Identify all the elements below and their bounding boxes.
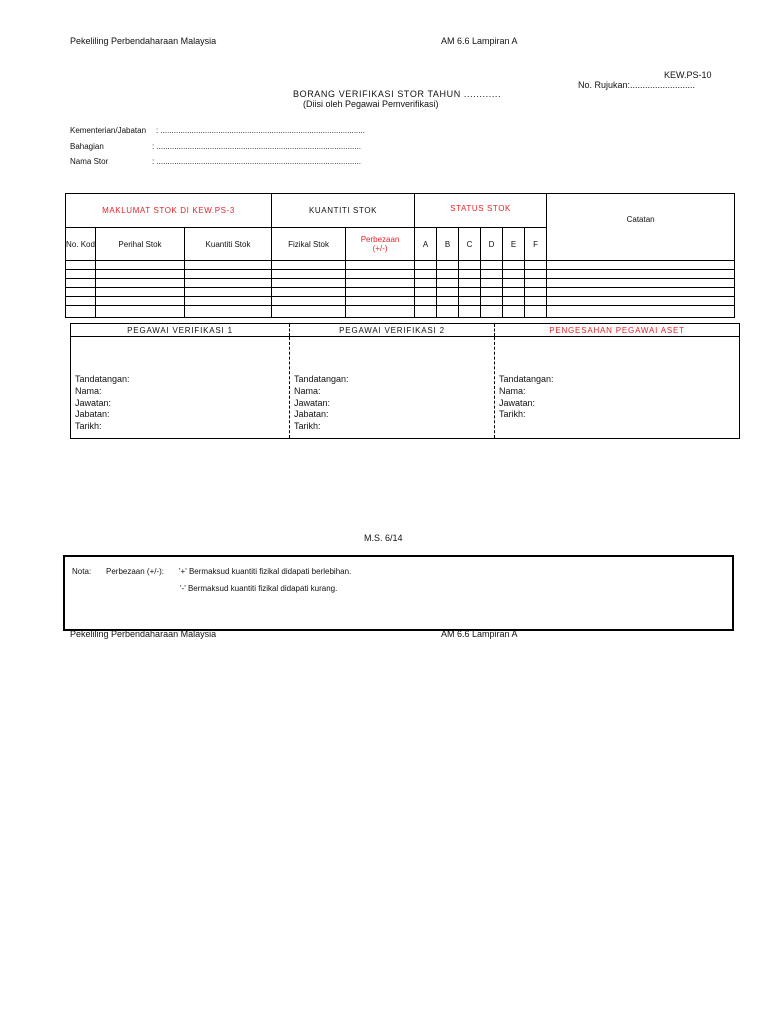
signature-label: Tandatangan: — [499, 374, 554, 384]
status-code-a: A — [415, 228, 437, 261]
officer-block-2[interactable] — [290, 337, 495, 439]
form-title: BORANG VERIFIKASI STOR TAHUN ............ — [293, 89, 502, 99]
table-row[interactable] — [66, 270, 735, 279]
department-label: Jabatan: — [294, 409, 329, 420]
table-row[interactable] — [66, 288, 735, 297]
nota-box — [63, 555, 734, 631]
status-code-b: B — [437, 228, 459, 261]
date-label: Tarikh: — [294, 421, 321, 432]
officer-block-aset[interactable] — [495, 337, 740, 439]
column-header-catatan: Catatan — [547, 194, 735, 261]
name-label: Nama: — [294, 385, 321, 396]
field-value-nama-stor[interactable]: : ............................................................................................ — [152, 157, 361, 166]
position-label: Jawatan: — [75, 397, 112, 408]
column-header-fizikal: Fizikal Stok — [272, 228, 346, 261]
date-label: Tarikh: — [75, 421, 102, 432]
column-header-perbezaan: Perbezaan (+/-) — [346, 228, 415, 261]
field-label-kementerian: Kementerian/Jabatan — [70, 126, 147, 135]
officer-heading-2: PEGAWAI VERIFIKASI 2 — [290, 324, 495, 337]
table-row[interactable] — [66, 279, 735, 288]
officer-heading-aset: PENGESAHAN PEGAWAI ASET — [495, 324, 740, 337]
nota-line-2: '-' Bermaksud kuantiti fizikal didapati kurang. — [180, 584, 338, 593]
table-row[interactable] — [66, 306, 735, 318]
status-code-f: F — [525, 228, 547, 261]
officer-block-1[interactable] — [71, 337, 290, 439]
date-label: Tarikh: — [499, 409, 526, 420]
table-row[interactable] — [66, 297, 735, 306]
footer-left: Pekeliling Perbendaharaan Malaysia — [70, 629, 217, 639]
group-header-maklumat: MAKLUMAT STOK DI KEW.PS-3 — [66, 194, 272, 228]
field-label-bahagian: Bahagian — [70, 142, 104, 151]
form-code: KEW.PS-10 — [664, 70, 712, 80]
name-label: Nama: — [75, 385, 102, 396]
position-label: Jawatan: — [294, 397, 331, 408]
status-code-c: C — [459, 228, 481, 261]
column-header-perihal: Perihal Stok — [96, 228, 185, 261]
column-header-no-kod: No. Kod — [66, 228, 96, 261]
signature-label: Tandatangan: — [294, 374, 349, 384]
footer-right: AM 6.6 Lampiran A — [441, 629, 518, 639]
table-row[interactable] — [66, 261, 735, 270]
page-number: M.S. 6/14 — [364, 533, 403, 543]
nota-prefix: Perbezaan (+/-): — [106, 567, 165, 576]
nota-label: Nota: — [72, 567, 92, 576]
officer-heading-1: PEGAWAI VERIFIKASI 1 — [71, 324, 290, 337]
field-value-bahagian[interactable]: : ............................................................................................ — [152, 142, 361, 151]
form-subtitle: (Diisi oleh Pegawai Pemverifikasi) — [303, 99, 439, 109]
group-header-status: STATUS STOK — [415, 194, 547, 228]
department-label: Jabatan: — [75, 409, 110, 420]
name-label: Nama: — [499, 385, 526, 396]
nota-line-1: '+' Bermaksud kuantiti fizikal didapati berlebihan. — [179, 567, 352, 576]
column-header-kuantiti: Kuantiti Stok — [185, 228, 272, 261]
signature-label: Tandatangan: — [75, 374, 130, 384]
field-label-nama-stor: Nama Stor — [70, 157, 109, 166]
status-code-d: D — [481, 228, 503, 261]
position-label: Jawatan: — [499, 397, 536, 408]
reference-number: No. Rujukan:.......................... — [578, 80, 696, 90]
stock-table — [65, 193, 735, 318]
status-code-e: E — [503, 228, 525, 261]
header-right: AM 6.6 Lampiran A — [441, 36, 518, 46]
group-header-kuantiti: KUANTITI STOK — [272, 194, 415, 228]
field-value-kementerian[interactable]: : ............................................................................................ — [156, 126, 365, 135]
officer-table — [70, 323, 740, 439]
header-left: Pekeliling Perbendaharaan Malaysia — [70, 36, 217, 46]
